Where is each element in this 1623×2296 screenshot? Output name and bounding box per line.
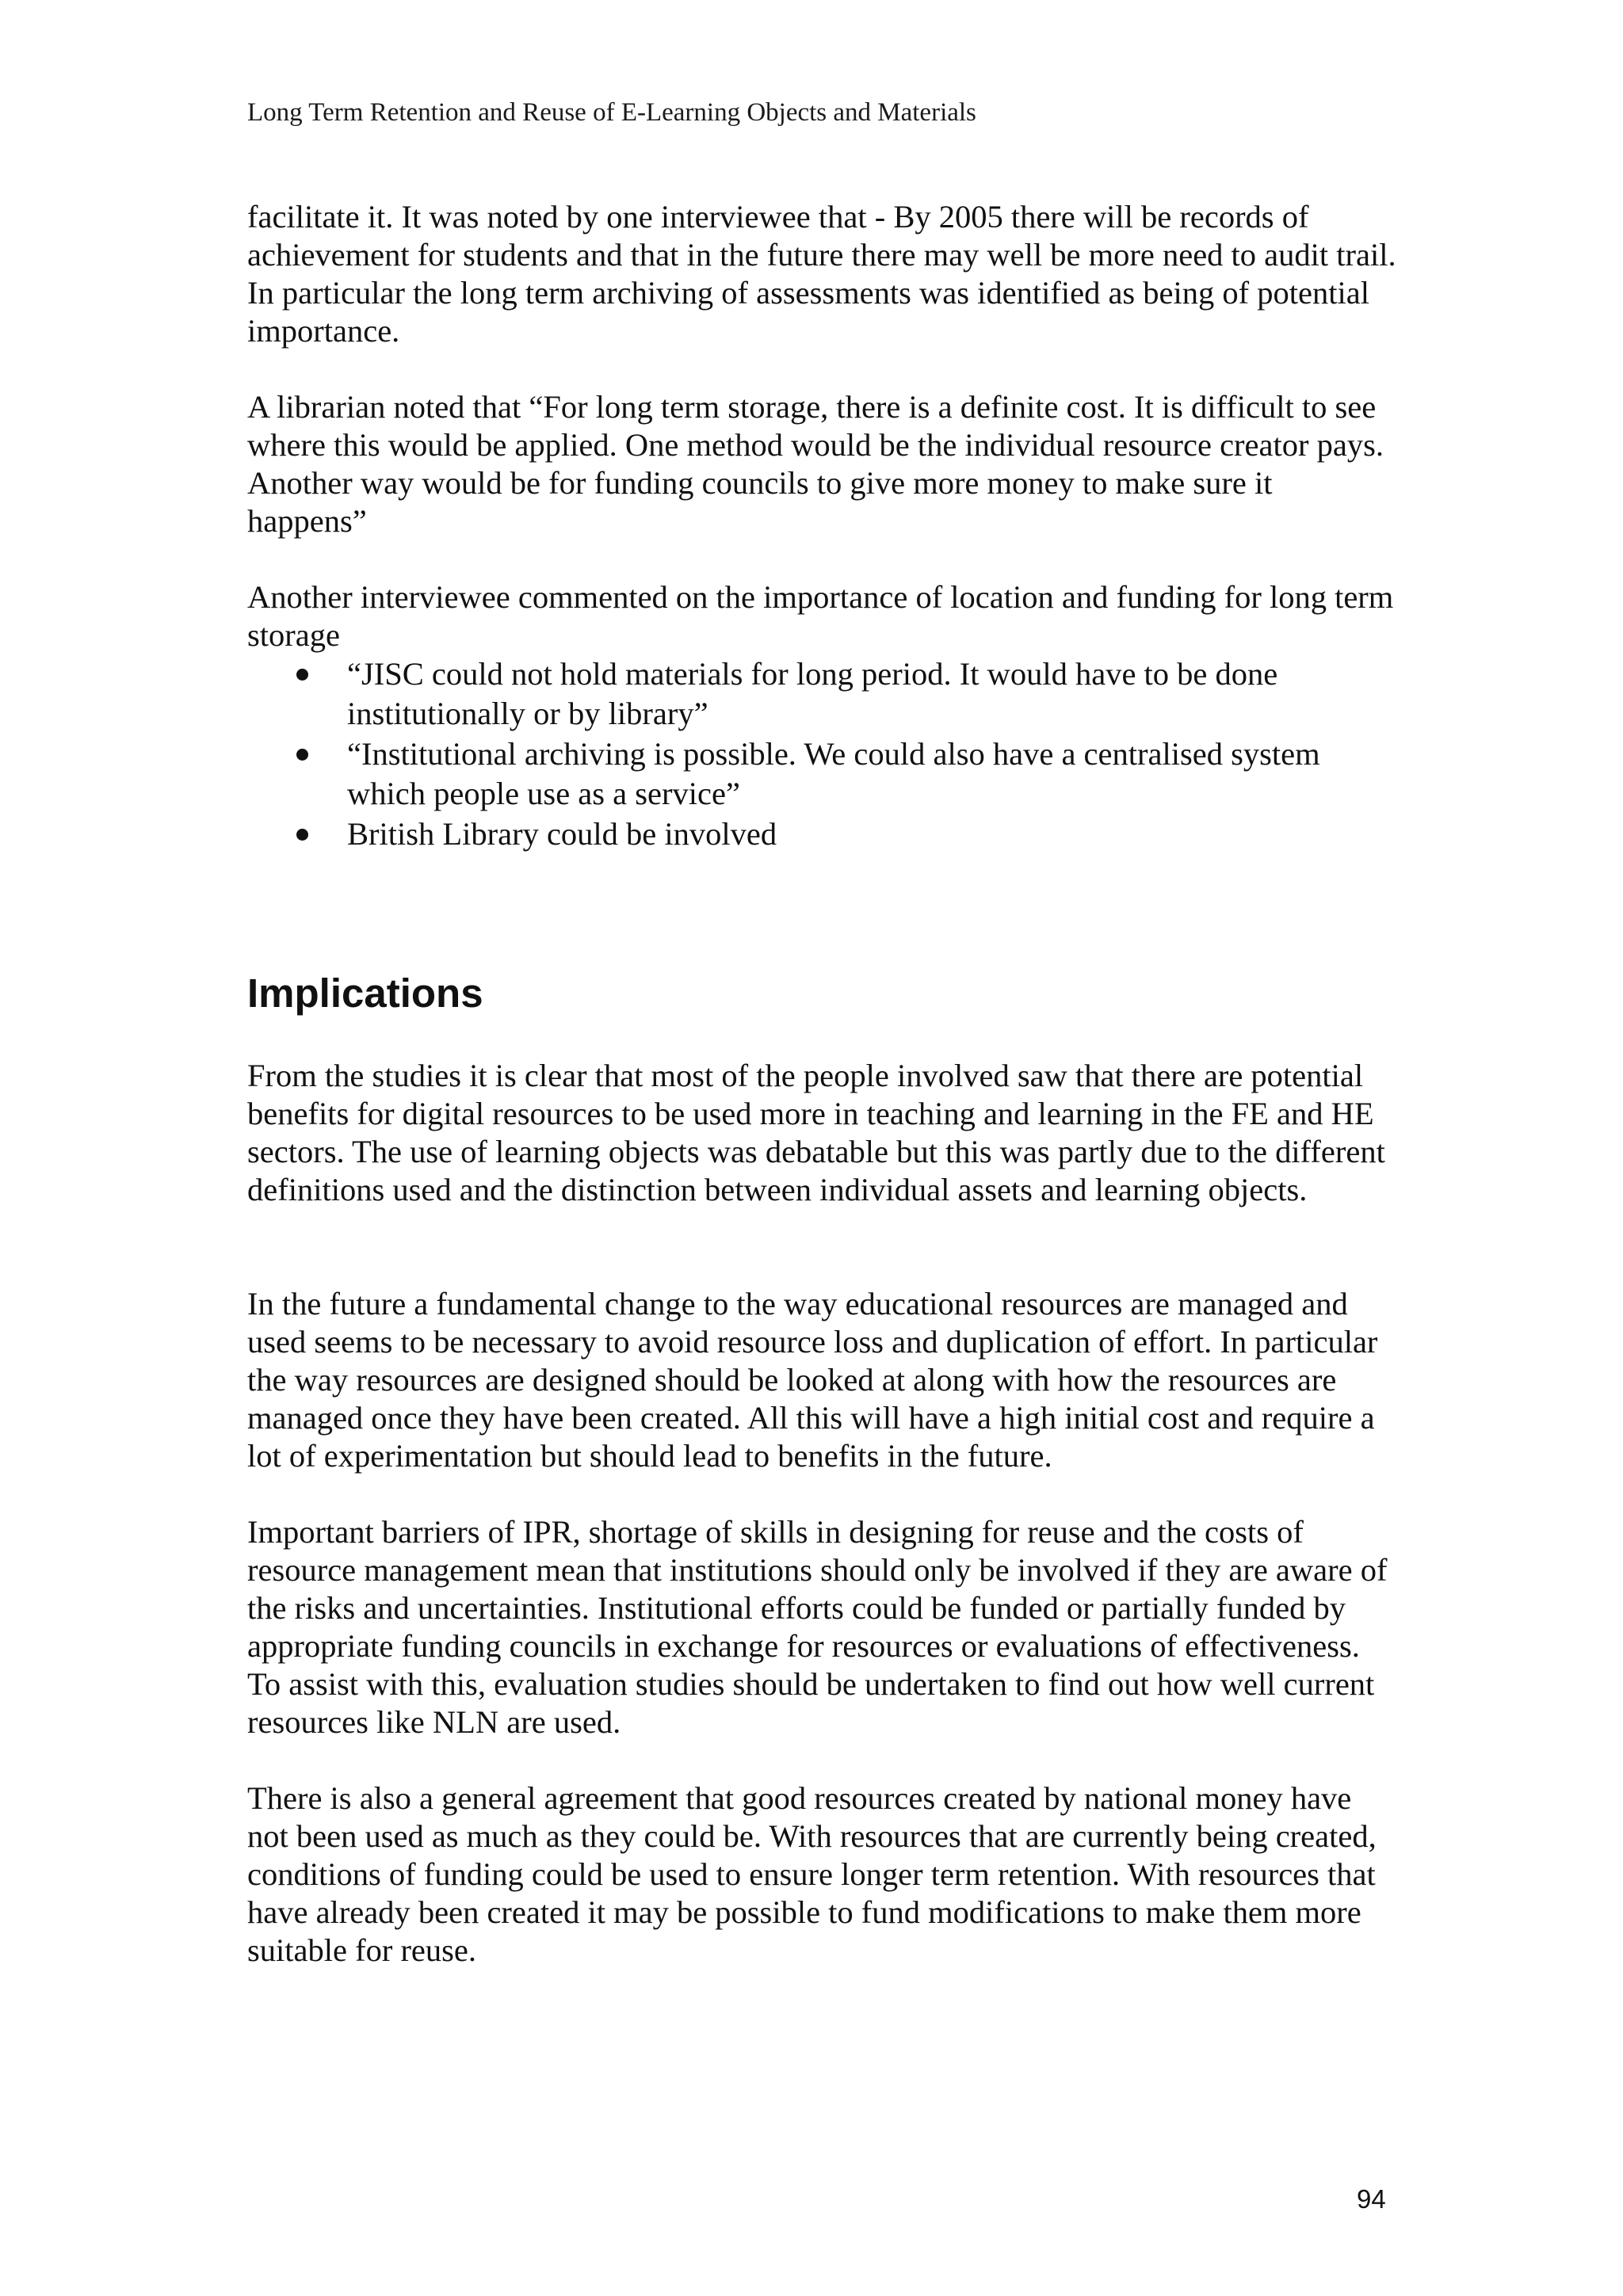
list-item-text: “Institutional archiving is possible. We could also have a centralised system which people use as a service”: [347, 736, 1320, 811]
paragraph-audit-trail: facilitate it. It was noted by one interviewee that - By 2005 there will be records of achievement for students and that in the future there may well be more need to audit trail. In particular the long term archiving of assessments was identified as being of potential importance.: [247, 199, 1396, 349]
running-header: Long Term Retention and Reuse of E-Learning Objects and Materials: [247, 98, 976, 127]
paragraph-national-money: There is also a general agreement that good resources created by national money have not been used as much as they could be. With resources that are currently being created, conditions of funding could be used to ensure longer term retention. With resources that have already been created it may be possible to fund modifications to make them more suitable for reuse.: [247, 1780, 1377, 1968]
list-item: [247, 654, 1396, 734]
bullet-icon: [296, 749, 308, 761]
bullet-icon: [296, 669, 308, 681]
list-item-text: “JISC could not hold materials for long period. It would have to be done institutionally or by library”: [347, 656, 1278, 731]
section-heading-implications: Implications: [247, 971, 483, 1016]
paragraph-librarian-quote: A librarian noted that “For long term storage, there is a definite cost. It is difficult to see where this would be applied. One method would be the individual resource creator pays. Another way would be for funding councils to give more money to make sure it happens”: [247, 389, 1384, 539]
list-item-text: British Library could be involved: [347, 816, 777, 852]
paragraph-barriers: Important barriers of IPR, shortage of skills in designing for reuse and the costs of resource management mean that institutions should only be involved if they are aware of the risks and uncertainties. Institutional efforts could be funded or partially funded by appropriate funding councils in exchange for resources or evaluations of effectiveness. To assist with this, evaluation studies should be undertaken to find out how well current resources like NLN are used.: [247, 1514, 1388, 1740]
paragraph-location-funding: Another interviewee commented on the importance of location and funding for long term storage: [247, 579, 1394, 653]
bullet-icon: [296, 829, 308, 841]
paragraph-fundamental-change: In the future a fundamental change to the way educational resources are managed and used seems to be necessary to avoid resource loss and duplication of effort. In particular the way resources are designed should be looked at along with how the resources are managed once they have been created. All this will have a high initial cost and require a lot of experimentation but should lead to benefits in the future.: [247, 1286, 1378, 1474]
paragraph-studies-benefits: From the studies it is clear that most of the people involved saw that there are potential benefits for digital resources to be used more in teaching and learning in the FE and HE sectors. The use of learning objects was debatable but this was partly due to the different definitions used and the distinction between individual assets and learning objects.: [247, 1058, 1385, 1207]
list-item: [247, 734, 1396, 814]
page-number: 94: [1357, 2184, 1386, 2214]
storage-bullet-list: [247, 654, 1396, 855]
list-item: [247, 814, 1396, 854]
